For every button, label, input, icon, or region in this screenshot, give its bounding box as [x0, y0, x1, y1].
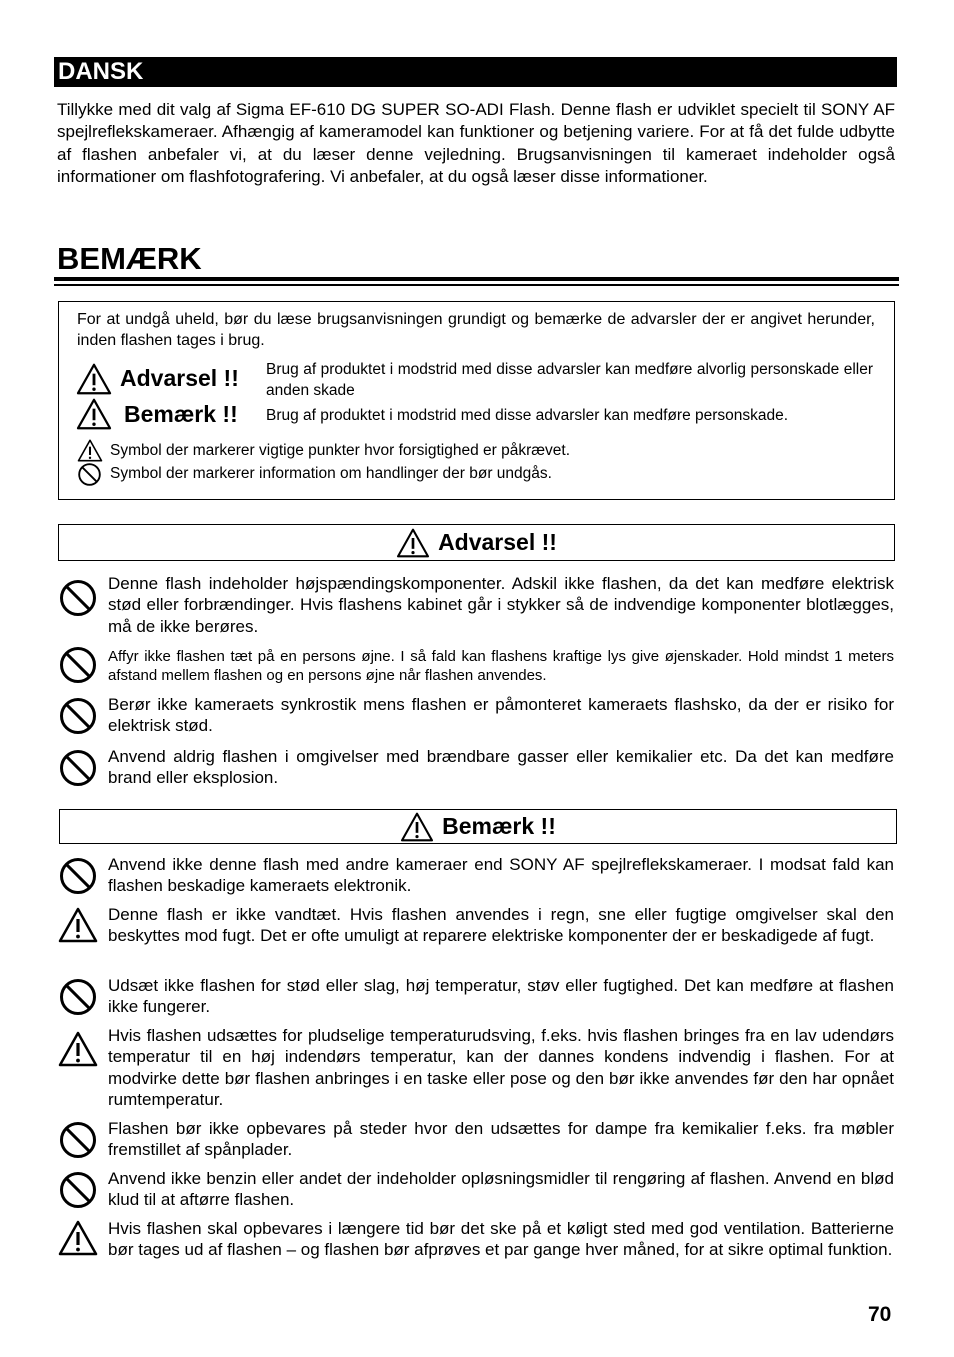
prohibited-icon — [58, 696, 98, 736]
caution-triangle-icon — [76, 398, 112, 430]
symbol-prohibited-description: Symbol der markerer information om handlinger der bør undgås. — [110, 465, 552, 482]
caution-level-label: Bemærk !! — [124, 401, 238, 427]
caution-item-2: Denne flash er ikke vandtæt. Hvis flashen anvendes i regn, sne eller fugtige omgivelser skal den beskyttes mod fugt. Det er ofte umuligt at reparere elektriske komponenter der er beskadigede af fugt. — [108, 905, 894, 946]
title-rule-thick — [54, 277, 899, 281]
prohibited-icon — [58, 645, 98, 685]
caution-item-3: Udsæt ikke flashen for stød eller slag, høj temperatur, støv eller fugtighed. Det kan medføre at flashen ikke fungerer. — [108, 976, 894, 1017]
caution-item-7: Hvis flashen skal opbevares i længere tid bør det ske på et køligt sted med god ventilation. Batterierne bør tages ud af flashen – og flashen bør afprøves et par gange hver måned, for at sikre optimal funktion. — [108, 1219, 894, 1260]
caution-item-6: Anvend ikke benzin eller andet der indeholder opløsningsmidler til rengøring af flashen. Anvend en blød klud til at aftørre flashen. — [108, 1169, 894, 1210]
warning-level-description: Brug af produktet i modstrid med disse advarsler kan medføre alvorlig personskade eller anden skade — [266, 361, 873, 399]
page-number: 70 — [868, 1303, 892, 1326]
prohibited-icon — [58, 748, 98, 788]
warning-triangle-icon — [76, 363, 112, 395]
caution-triangle-icon — [58, 1220, 98, 1256]
prohibited-icon — [58, 1170, 98, 1210]
caution-symbol-icon — [77, 439, 103, 462]
prohibited-icon — [58, 856, 98, 896]
warning-item-3: Berør ikke kameraets synkrostik mens flashen er påmonteret kameraets flashsko, da der er risiko for elektrisk stød. — [108, 695, 894, 736]
warning-item-1: Denne flash indeholder højspændingskomponenter. Adskil ikke flashen, da det kan medføre elektrisk stød eller forbrændinger. Hvis flashens kabinet går i stykker så de indvendige komponenter blotlægges, må de ikke berøres. — [108, 574, 894, 636]
intro-paragraph: Tillykke med dit valg af Sigma EF-610 DG SUPER SO-ADI Flash. Denne flash er udviklet specielt til SONY AF spejlreflekskameraer. Afhængig af kameramodel kan funktioner og betjening variere. For at få det fulde udbytte af flashen anbefaler vi, at du læser denne vejledning. Brugsanvisningen til kameraet indeholder også informationer om flashfotografering. Vi anbefaler, at du også læser disse informationer. — [57, 100, 895, 186]
caution-item-5: Flashen bør ikke opbevares på steder hvor den udsættes for dampe fra kemikalier f.eks. fra møbler fremstillet af spånplader. — [108, 1119, 894, 1160]
caution-triangle-icon — [58, 1031, 98, 1067]
prohibited-symbol-icon — [77, 462, 102, 487]
title-rule-thin — [54, 284, 899, 286]
caution-header-icon — [400, 812, 434, 842]
notice-box — [58, 301, 895, 500]
warning-section-header — [58, 524, 895, 561]
prohibited-icon — [58, 1120, 98, 1160]
caution-level-description: Brug af produktet i modstrid med disse advarsler kan medføre personskade. — [266, 407, 789, 424]
warning-item-2: Affyr ikke flashen tæt på en persons øjne. I så fald kan flashens kraftige lys give øjenskader. Hold mindst 1 meters afstand mellem flashen og en persons øjne når flashen anvendes. — [108, 648, 894, 684]
caution-item-1: Anvend ikke denne flash med andre kameraer end SONY AF spejlreflekskameraer. I modsat fald kan flashen beskadige kameraets elektronik. — [108, 855, 894, 896]
section-title: BEMÆRK — [57, 241, 202, 276]
warning-header-icon — [396, 528, 430, 558]
notice-intro: For at undgå uheld, bør du læse brugsanvisningen grundigt og bemærke de advarsler der er angivet herunder, inden flashen tages i brug. — [77, 311, 875, 349]
caution-triangle-icon — [58, 907, 98, 943]
warning-level-label: Advarsel !! — [120, 365, 239, 391]
prohibited-icon — [58, 578, 98, 618]
caution-header-label: Bemærk !! — [442, 813, 556, 839]
caution-section-header — [59, 809, 897, 844]
warning-header-label: Advarsel !! — [438, 529, 557, 555]
symbol-caution-description: Symbol der markerer vigtige punkter hvor forsigtighed er påkrævet. — [110, 442, 571, 459]
prohibited-icon — [58, 977, 98, 1017]
language-label: DANSK — [54, 57, 897, 87]
warning-item-4: Anvend aldrig flashen i omgivelser med brændbare gasser eller kemikalier etc. Da det kan medføre brand eller eksplosion. — [108, 747, 894, 788]
caution-item-4: Hvis flashen udsættes for pludselige temperaturudsving, f.eks. hvis flashen bringes fra en lav udendørs temperatur til en høj indendørs temperatur, kan der dannes kondens indvendig i flashen. For at modvirke dette bør flashen anbringes i en taske eller pose og den bør ikke anvendes før den har opnået rumtemperatur. — [108, 1026, 894, 1109]
